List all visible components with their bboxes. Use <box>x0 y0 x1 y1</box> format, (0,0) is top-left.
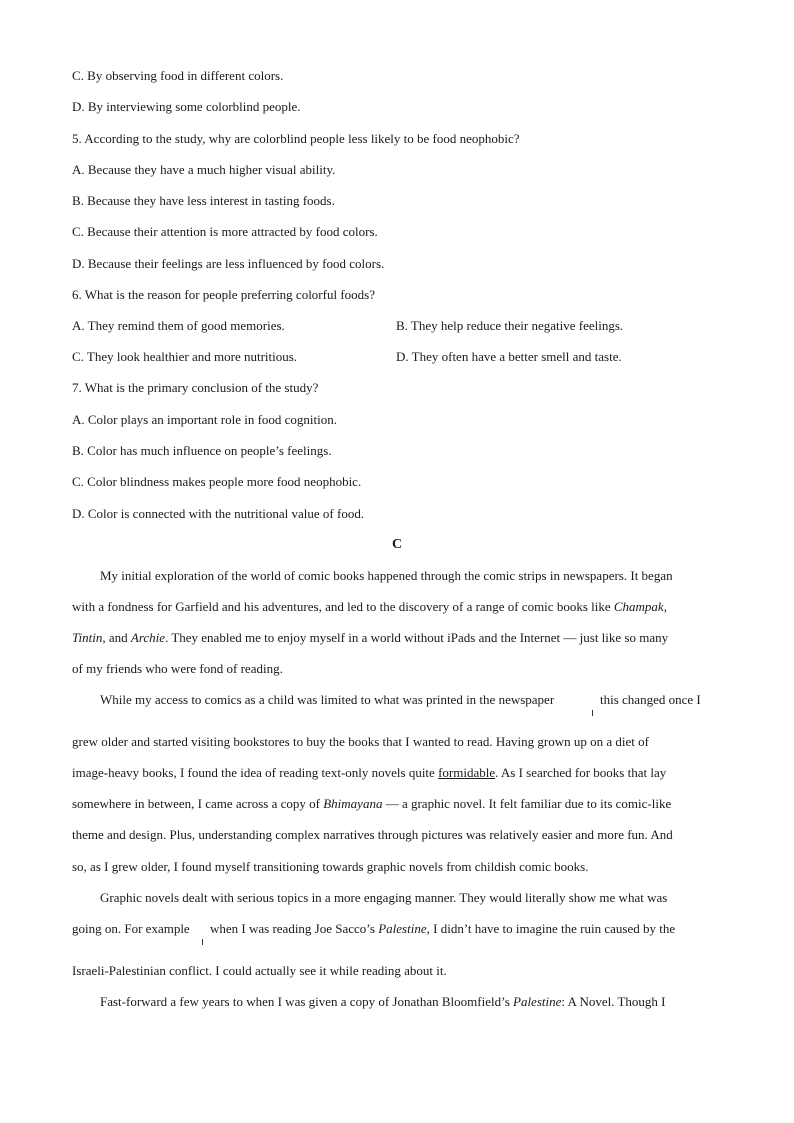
option-7a: A. Color plays an important role in food cognition. <box>72 412 338 427</box>
option-7b: B. Color has much influence on people’s feelings. <box>72 443 332 458</box>
p2-line-4-b: — a graphic novel. It felt familiar due to its comic-like <box>382 796 672 811</box>
option-5b: B. Because they have less interest in tasting foods. <box>72 193 335 208</box>
title-palestine-sacco: Palestine <box>378 921 427 936</box>
p3-line-2-a: going on. For example <box>72 921 190 936</box>
p2-line-1 <box>100 692 554 708</box>
p1-line-3-text: . They enabled me to enjoy myself in a world without iPads and the Internet — just like so many <box>165 630 669 645</box>
p1-line-3 <box>72 630 668 646</box>
p2-line-4-a: somewhere in between, I came across a copy of <box>72 796 324 811</box>
p2-line-4 <box>72 796 671 812</box>
option-4d: D. By interviewing some colorblind people. <box>72 99 301 114</box>
option-6a: A. They remind them of good memories. <box>72 318 285 333</box>
option-5d: D. Because their feelings are less influenced by food colors. <box>72 256 385 271</box>
question-6: 6. What is the reason for people preferring colorful foods? <box>72 287 375 302</box>
option-5a: A. Because they have a much higher visual ability. <box>72 162 336 177</box>
question-5: 5. According to the study, why are colorblind people less likely to be food neophobic? <box>72 131 520 146</box>
comma-tick <box>592 710 593 716</box>
option-6b: B. They help reduce their negative feelings. <box>396 318 624 333</box>
p2-line-6: so, as I grew older, I found myself transitioning towards graphic novels from childish comic books. <box>72 859 589 874</box>
option-5c: C. Because their attention is more attracted by food colors. <box>72 224 378 239</box>
p1-line-4: of my friends who were fond of reading. <box>72 661 283 676</box>
p3-line-2-b <box>210 921 675 937</box>
p2-line-3-a: image-heavy books, I found the idea of reading text-only novels quite <box>72 765 439 780</box>
option-4c: C. By observing food in different colors. <box>72 68 284 83</box>
p4-line-1 <box>100 994 666 1010</box>
p3-line-1: Graphic novels dealt with serious topics in a more engaging manner. They would literally show me what was <box>100 890 668 905</box>
p1-line-1: My initial exploration of the world of comic books happened through the comic strips in newspapers. It began <box>100 568 673 583</box>
p2-line-1-a: While my access to comics as a child was limited to what was printed in the newspaper <box>100 692 555 707</box>
p3-line-2-text: when I was reading Joe Sacco’s <box>210 921 379 936</box>
title-bhimayana: Bhimayana <box>323 796 383 811</box>
option-6d: D. They often have a better smell and taste. <box>396 349 622 364</box>
word-formidable: formidable <box>438 765 496 780</box>
comma: , <box>663 599 667 614</box>
title-palestine-bloomfield: Palestine <box>513 994 562 1009</box>
title-tintin: Tintin <box>72 630 103 645</box>
p4-line-1-a: Fast-forward a few years to when I was given a copy of Jonathan Bloomfield’s <box>100 994 513 1009</box>
p2-line-3 <box>72 765 666 781</box>
comma-tick-2 <box>202 939 203 945</box>
p2-line-3-b: . As I searched for books that lay <box>495 765 667 780</box>
p2-line-5: theme and design. Plus, understanding complex narratives through pictures was relatively easier and more fun. And <box>72 827 673 842</box>
title-champak: Champak <box>613 599 664 614</box>
p4-line-1-b: : A Novel. Though I <box>561 994 666 1009</box>
p1-line-2-text: with a fondness for Garfield and his adventures, and led to the discovery of a range of comic books like <box>72 599 614 614</box>
section-heading: C <box>391 537 403 552</box>
option-7c: C. Color blindness makes people more food neophobic. <box>72 474 362 489</box>
p1-line-3-and: , and <box>102 630 131 645</box>
p2-line-1-b: this changed once I <box>600 692 701 707</box>
option-6c: C. They look healthier and more nutritious. <box>72 349 298 364</box>
question-7: 7. What is the primary conclusion of the study? <box>72 380 319 395</box>
title-archie: Archie <box>130 630 166 645</box>
option-7d: D. Color is connected with the nutritional value of food. <box>72 506 365 521</box>
p2-line-2: grew older and started visiting bookstores to buy the books that I wanted to read. Having grown up on a diet of <box>72 734 649 749</box>
p3-line-3: Israeli-Palestinian conflict. I could actually see it while reading about it. <box>72 963 447 978</box>
p3-line-2-c: , I didn’t have to imagine the ruin caused by the <box>426 921 676 936</box>
p1-line-2 <box>72 599 667 615</box>
